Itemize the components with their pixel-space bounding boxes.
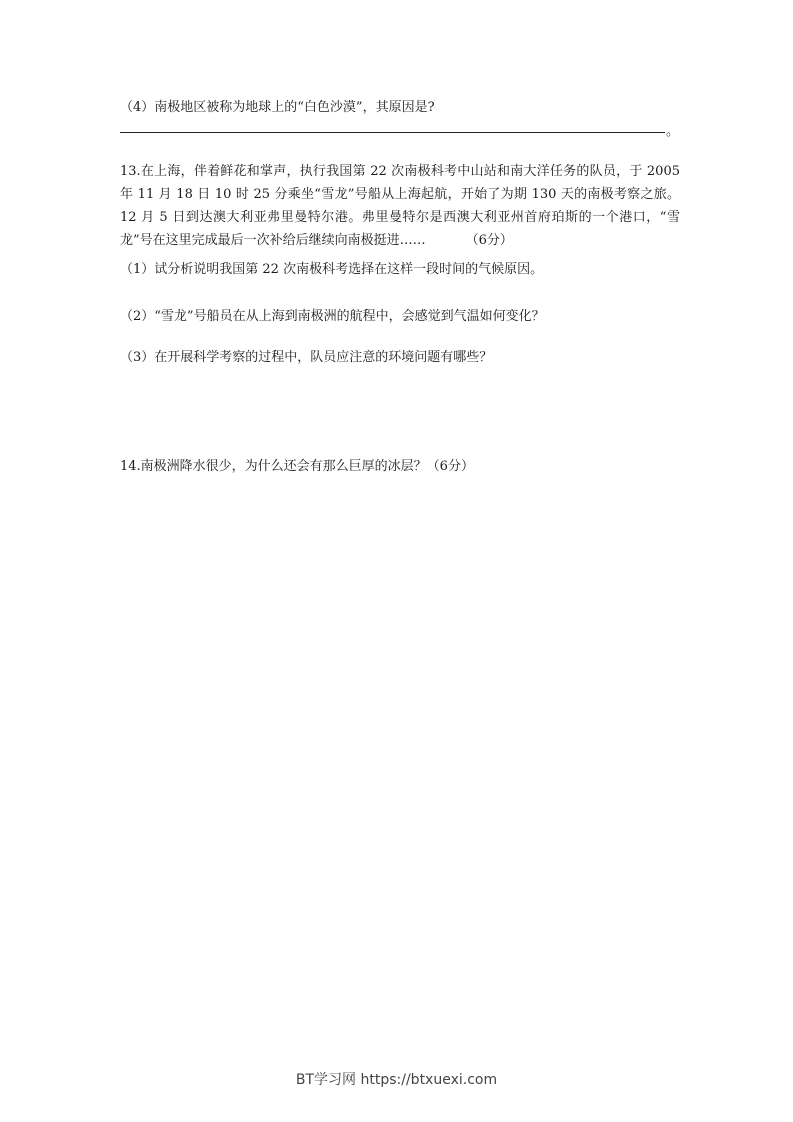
question-13	[120, 160, 680, 252]
answer-line	[120, 132, 665, 133]
question-13-sub-2: （2）“雪龙”号船员在从上海到南极洲的航程中，会感觉到气温如何变化？	[120, 309, 545, 324]
answer-line-period: 。	[666, 124, 680, 139]
question-4: （4）南极地区被称为地球上的“白色沙漠”，其原因是?	[120, 100, 435, 115]
question-13-sub-3: （3）在开展科学考察的过程中，队员应注意的环境问题有哪些？	[120, 350, 493, 365]
question-13-sub-1: （1）试分析说明我国第 22 次南极科考选择在这样一段时间的气候原因。	[120, 262, 544, 277]
question-13-score: （6分）	[465, 233, 513, 248]
question-13-text: 13.在上海，伴着鲜花和掌声，执行我国第 22 次南极科考中山站和南大洋任务的队员，于 2005 年 11 月 18 日 10 时 25 分乘坐“雪龙”号船从上海起航，开始了为期 130 天的南极考察之旅。12 月 5 日到达澳大利亚弗里曼特尔港。弗里曼特尔是西澳大利亚州首府珀斯的一个港口，“雪龙”号在这里完成最后一次补给后继续向南极挺进……	[120, 164, 680, 248]
question-14: 14.南极洲降水很少，为什么还会有那么巨厚的冰层？（6分）	[120, 459, 474, 474]
footer-watermark: BT学习网 https://btxuexi.com	[295, 1072, 498, 1088]
